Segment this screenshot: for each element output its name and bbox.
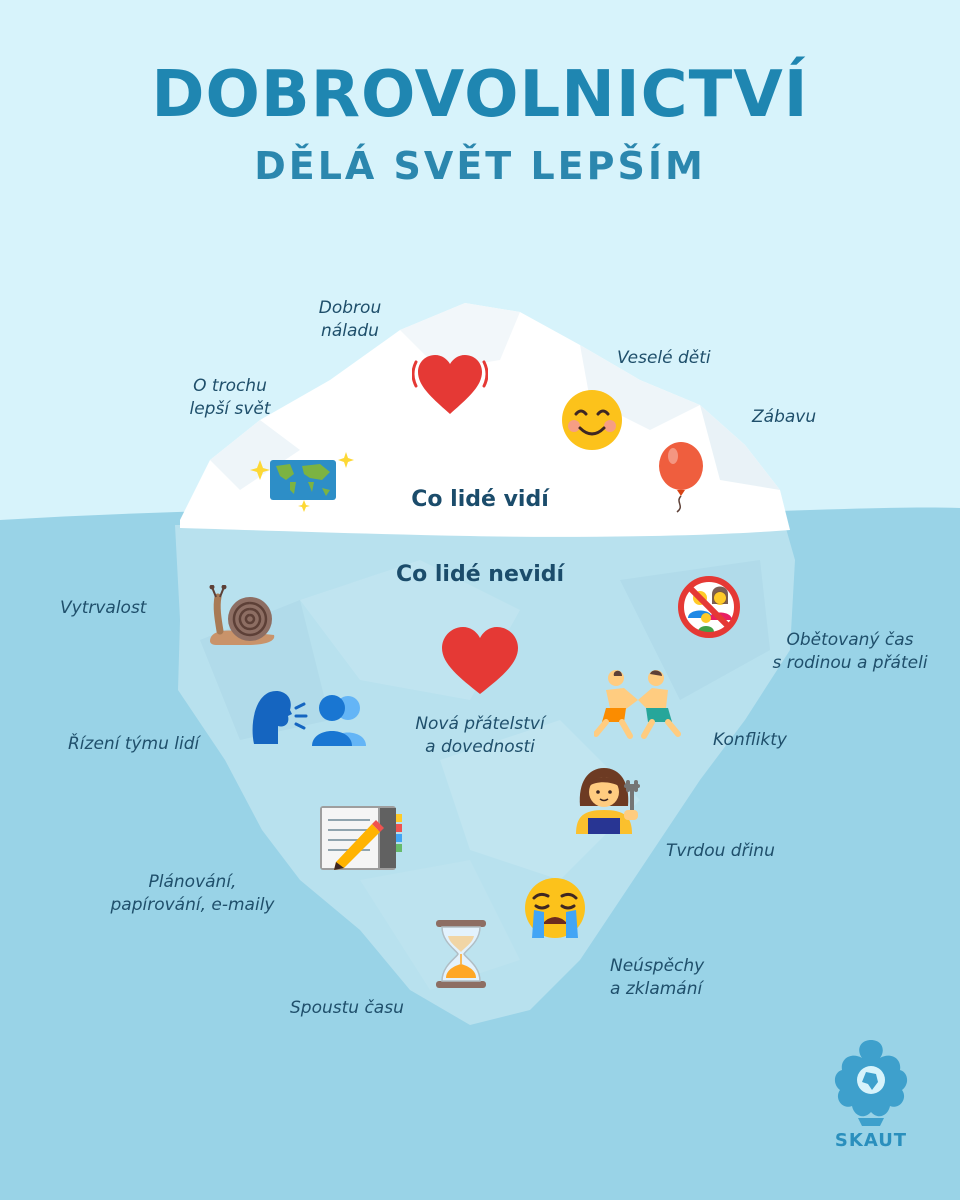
world-map-sparkles-icon [250, 446, 356, 512]
wrestlers-icon [594, 668, 682, 740]
label-tvrdou-drinu: Tvrdou dřinu [666, 841, 775, 861]
skaut-lily-icon [828, 1036, 914, 1128]
label-lepsi-svet: O trochu lepší svět [189, 376, 271, 419]
notebook-pencil-icon [316, 802, 406, 874]
label-zabavu: Zábavu [752, 407, 817, 427]
smiling-face-icon [560, 388, 624, 452]
label-planovani: Plánování, papírování, e-maily [110, 872, 275, 915]
speaking-people-icon [248, 684, 370, 748]
label-dobrou-naladu: Dobrou náladu [318, 298, 382, 341]
label-nova-pratelstvi: Nová přátelství a dovednosti [415, 714, 545, 757]
snail-icon [206, 585, 278, 647]
label-neuspechy: Neúspěchy a zklamání [610, 956, 705, 999]
crying-face-icon [520, 876, 590, 942]
label-konflikty: Konflikty [713, 730, 787, 750]
above-water-label: Co lidé vidí [411, 487, 549, 512]
label-vesele-deti: Veselé děti [617, 348, 711, 368]
below-water-label: Co lidé nevidí [395, 562, 565, 587]
balloon-icon [655, 442, 707, 514]
label-spoustu-casu: Spoustu času [290, 998, 404, 1018]
label-rizeni-tymu: Řízení týmu lidí [68, 734, 200, 754]
logo-text: SKAUT [834, 1130, 908, 1151]
red-heart-icon [440, 624, 520, 698]
label-obetovany-cas: Obětovaný čas s rodinou a přáteli [772, 630, 928, 673]
page-subtitle: DĚLÁ SVĚT LEPŠÍM [254, 144, 706, 188]
no-family-icon [676, 574, 742, 640]
woman-mechanic-icon [572, 766, 644, 834]
page-title: DOBROVOLNICTVÍ [151, 58, 809, 132]
heart-beating-icon [412, 348, 488, 420]
label-vytrvalost: Vytrvalost [60, 598, 147, 618]
hourglass-icon [432, 918, 490, 990]
